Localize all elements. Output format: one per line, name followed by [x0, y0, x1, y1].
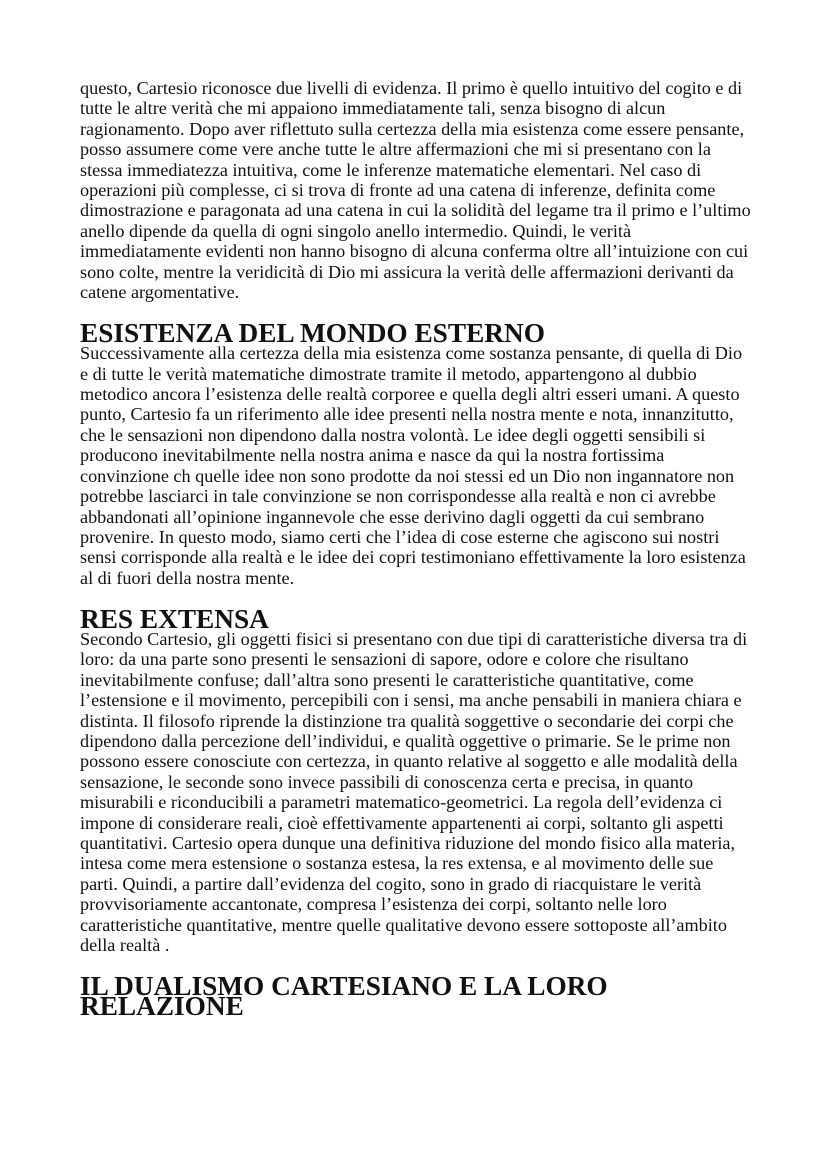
section-heading-dualismo: IL DUALISMO CARTESIANO E LA LORO RELAZIONE	[80, 970, 608, 1022]
document-page	[80, 78, 752, 1022]
section-body-mondo-esterno: Successivamente alla certezza della mia esistenza come sostanza pensante, di quella di Dio e di tutte le verità matematiche dimostrate tramite il metodo, appartengono al dubbio metodico ancora l’esistenza delle realtà corporee e quella degli altri esseri umani. A questo punto, Cartesio fa un riferimento alle idee presenti nella nostra mente e nota, innanzitutto, che le sensazioni non dipendono dalla nostra volontà. Le idee degli oggetti sensibili si producono inevitabilmente nella nostra anima e nasce da qui la nostra fortissima convinzione ch quelle idee non sono prodotte da noi stessi ed un Dio non ingannatore non potrebbe lasciarci in tale convinzione se non corrispondesse alla realtà e non ci avrebbe abbandonati all’opinione ingannevole che esse derivino dagli oggetti da cui sembrano provenire. In questo modo, siamo certi che l’idea di cose esterne che agiscono sui nostri sensi corrisponde alla realtà e le idee dei copri testimoniano effettivamente la loro esistenza al di fuori della nostra mente.	[80, 343, 746, 588]
intro-paragraph: questo, Cartesio riconosce due livelli di evidenza. Il primo è quello intuitivo del cogito e di tutte le altre verità che mi appaiono immediatamente tali, senza bisogno di alcun ragionamento. Dopo aver riflettuto sulla certezza della mia esistenza come essere pensante, posso assumere come vere anche tutte le altre affermazioni che mi si presentano con la stessa immediatezza intuitiva, come le inferenze matematiche elementari. Nel caso di operazioni più complesse, ci si trova di fronte ad una catena di inferenze, definita come dimostrazione e paragonata ad una catena in cui la solidità del legame tra il primo e l’ultimo anello dipende da quella di ogni singolo anello intermedio. Quindi, le verità immediatamente evidenti non hanno bisogno di alcuna conferma oltre all’intuizione con cui sono colte, mentre la veridicità di Dio mi assicura la verità delle affermazioni derivanti da catene argomentative.	[80, 78, 751, 303]
section-heading-mondo-esterno: ESISTENZA DEL MONDO ESTERNO	[80, 317, 545, 348]
section-body-res-extensa: Secondo Cartesio, gli oggetti fisici si presentano con due tipi di caratteristiche diversa tra di loro: da una parte sono presenti le sensazioni di sapore, odore e colore che risultano inevitabilmente confuse; dall’altra sono presenti le caratteristiche quantitative, come l’estensione e il movimento, percepibili con i sensi, ma anche pensabili in maniera chiara e distinta. Il filosofo riprende la distinzione tra qualità soggettive o secondarie dei corpi che dipendono dalla percezione dell’individui, e qualità oggettive o primarie. Se le prime non possono essere conosciute con certezza, in quanto relative al soggetto e alle modalità della sensazione, le seconde sono invece passibili di conoscenza certa e precisa, in quanto misurabili e riconducibili a parametri matematico-geometrici. La regola dell’evidenza ci impone di considerare reali, cioè effettivamente appartenenti ai corpi, soltanto gli aspetti quantitativi. Cartesio opera dunque una definitiva riduzione del mondo fisico alla materia, intesa come mera estensione o sostanza estesa, la res extensa, e al movimento delle sue parti. Quindi, a partire dall’evidenza del cogito, sono in grado di riacquistare le verità provvisoriamente accantonate, compresa l’esistenza dei corpi, soltanto nelle loro caratteristiche quantitative, mentre quelle qualitative devono essere sottoposte all’ambito della realtà .	[80, 628, 748, 956]
section-heading-res-extensa: RES EXTENSA	[80, 603, 269, 634]
